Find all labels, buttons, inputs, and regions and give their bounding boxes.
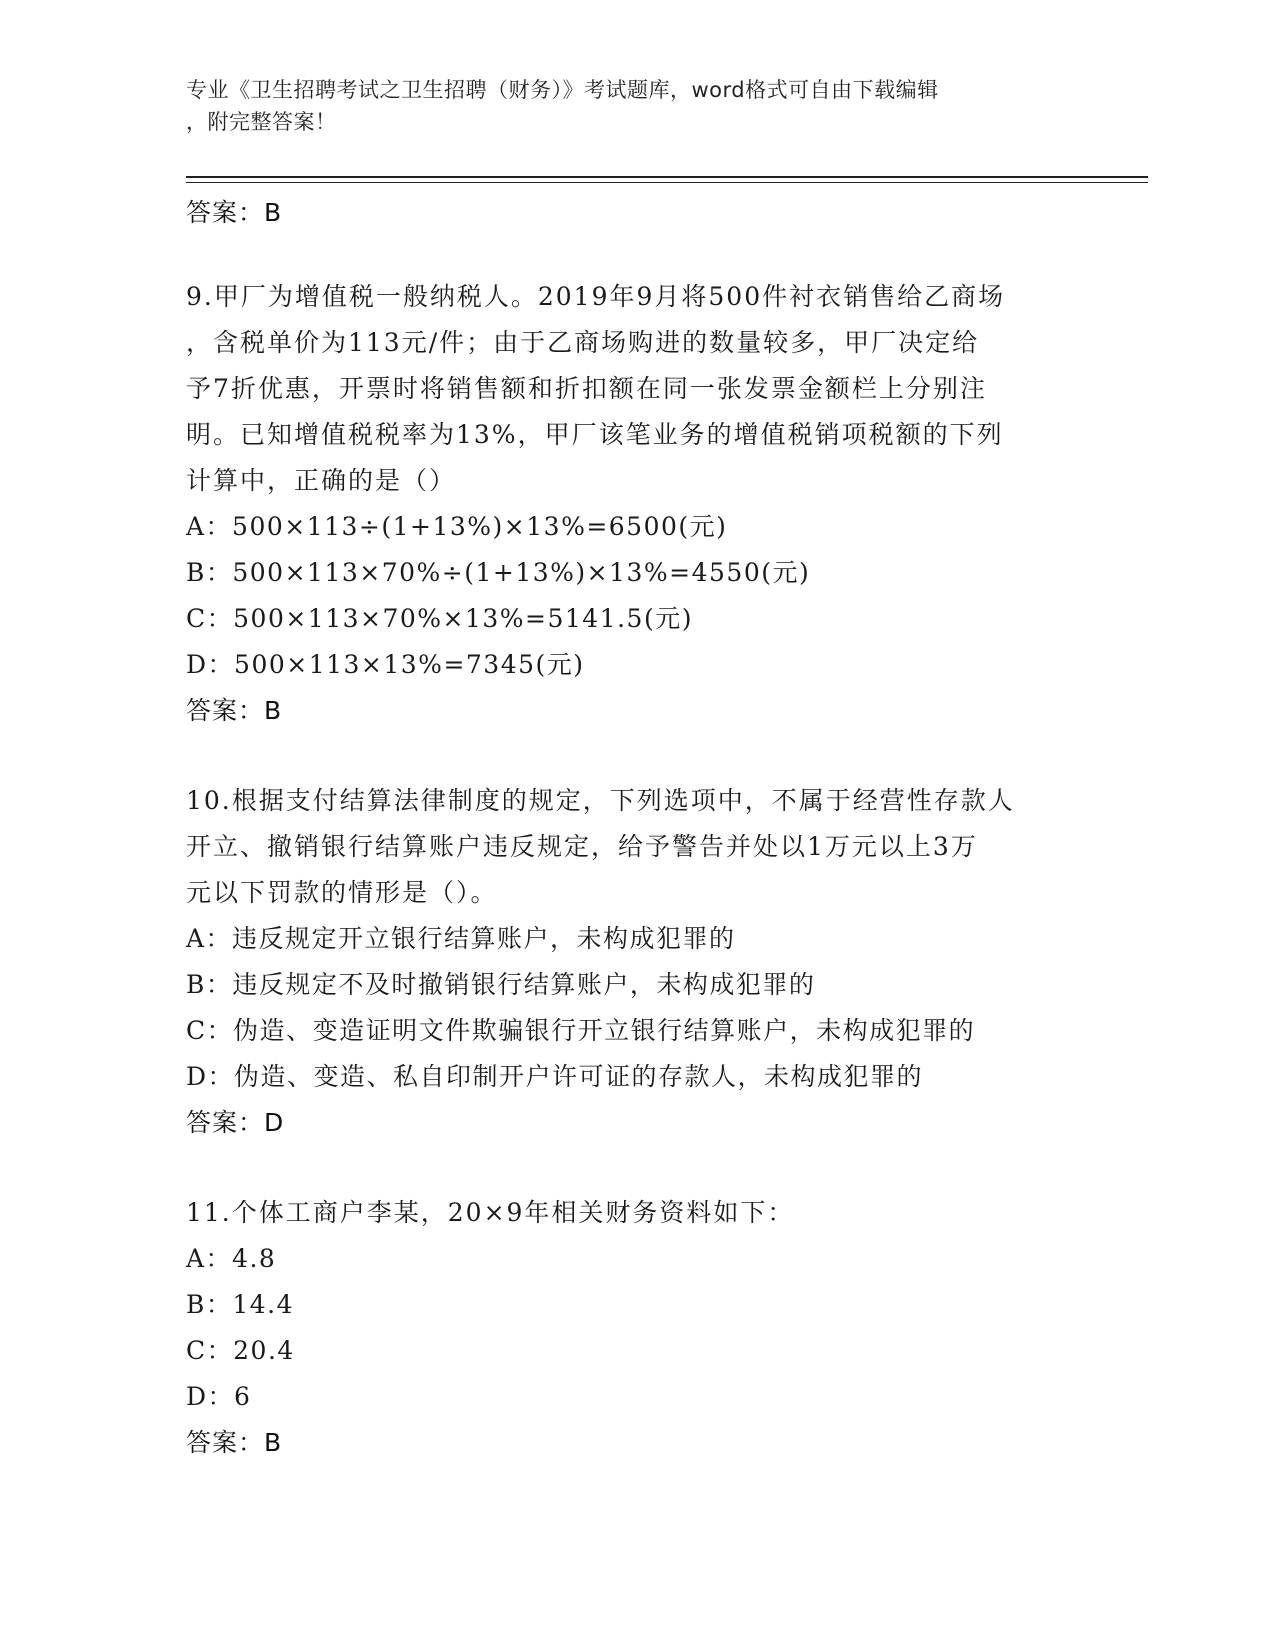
answer-line bbox=[186, 1420, 1086, 1466]
question-text-line: 11.个体工商户李某，20×9年相关财务资料如下： bbox=[186, 1198, 795, 1227]
option-b: B：14.4 bbox=[186, 1290, 295, 1319]
option-b: B：违反规定不及时撤销银行结算账户，未构成犯罪的 bbox=[186, 970, 816, 999]
question-block bbox=[186, 778, 1086, 1146]
answer-label: 答案： bbox=[186, 1428, 265, 1457]
question-text-line: 元以下罚款的情形是（）。 bbox=[186, 878, 498, 907]
question-text-line: 予7折优惠，开票时将销售额和折扣额在同一张发票金额栏上分别注 bbox=[186, 374, 987, 403]
question-text-line: 9.甲厂为增值税一般纳税人。2019年9月将500件衬衣销售给乙商场 bbox=[186, 282, 1006, 311]
header-line-2: ，附完整答案！ bbox=[186, 110, 337, 134]
option-d: D：500×113×13%=7345(元) bbox=[186, 650, 585, 679]
answer-value: D bbox=[264, 1108, 284, 1137]
answer-line bbox=[186, 688, 1086, 734]
option-d: D：6 bbox=[186, 1382, 252, 1411]
answer-label: 答案： bbox=[186, 696, 265, 725]
option-a: A：4.8 bbox=[186, 1244, 277, 1273]
question-text-line: 明。已知增值税税率为13%，甲厂该笔业务的增值税销项税额的下列 bbox=[186, 420, 1004, 449]
question-text-line: ，含税单价为113元/件；由于乙商场购进的数量较多，甲厂决定给 bbox=[186, 328, 980, 357]
answer-line bbox=[186, 190, 1086, 236]
option-c: C：伪造、变造证明文件欺骗银行开立银行结算账户，未构成犯罪的 bbox=[186, 1016, 976, 1045]
answer-label: 答案： bbox=[186, 198, 265, 227]
question-list bbox=[186, 190, 1086, 1466]
question-text-line: 10.根据支付结算法律制度的规定，下列选项中，不属于经营性存款人 bbox=[186, 786, 1015, 815]
option-a: A：违反规定开立银行结算账户，未构成犯罪的 bbox=[186, 924, 736, 953]
header-divider-thin bbox=[186, 182, 1148, 183]
page-header bbox=[186, 74, 1066, 138]
option-a: A：500×113÷(1+13%)×13%=6500(元) bbox=[186, 512, 728, 541]
option-d: D：伪造、变造、私自印制开户许可证的存款人，未构成犯罪的 bbox=[186, 1062, 924, 1091]
answer-value: B bbox=[264, 696, 282, 725]
answer-value: B bbox=[264, 1428, 282, 1457]
question-text-line: 计算中，正确的是（） bbox=[186, 466, 457, 495]
header-line-1: 专业《卫生招聘考试之卫生招聘（财务）》考试题库，word格式可自由下载编辑 bbox=[186, 78, 939, 102]
question-block bbox=[186, 1190, 1086, 1466]
option-c: C：500×113×70%×13%=5141.5(元) bbox=[186, 604, 693, 633]
question-block bbox=[186, 274, 1086, 734]
answer-line bbox=[186, 1100, 1086, 1146]
answer-label: 答案： bbox=[186, 1108, 265, 1137]
answer-value: B bbox=[264, 198, 282, 227]
question-text-line: 开立、撤销银行结算账户违反规定，给予警告并处以1万元以上3万 bbox=[186, 832, 978, 861]
header-divider-thick bbox=[186, 176, 1148, 178]
option-c: C：20.4 bbox=[186, 1336, 295, 1365]
option-b: B：500×113×70%÷(1+13%)×13%=4550(元) bbox=[186, 558, 811, 587]
